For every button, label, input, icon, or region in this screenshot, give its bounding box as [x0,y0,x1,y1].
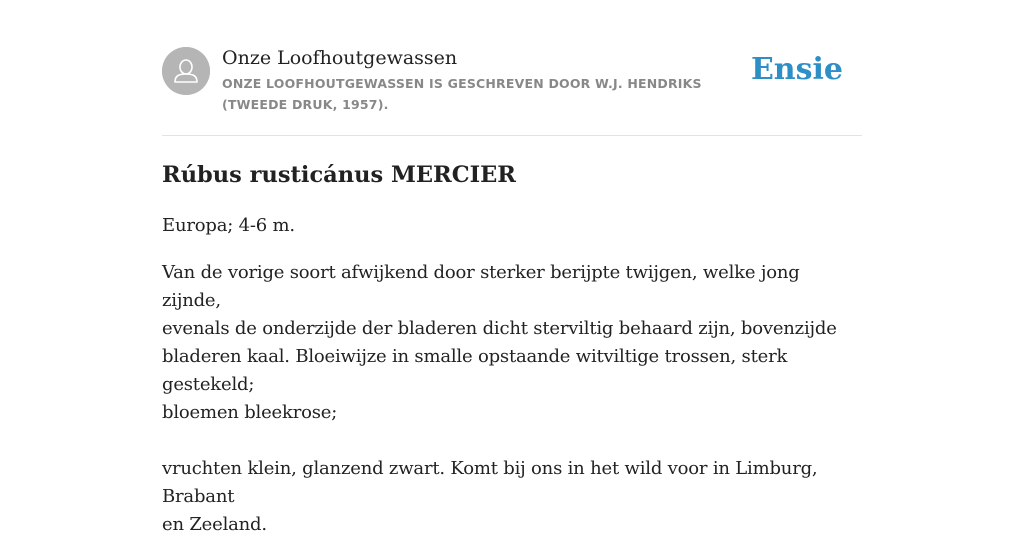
source-title[interactable]: Onze Loofhoutgewassen [222,47,458,69]
entry-body [162,212,862,539]
divider [162,135,862,136]
paragraph: Europa; 4-6 m. [162,215,295,236]
source-header [162,46,862,116]
paragraph: Van de vorige soort afwijkend door sterker berijpte twijgen, welke jong zijnde, evenals de onderzijde der bladeren dicht sterviltig behaard zijn, bovenzijde bladeren kaal. Bloeiwijze in smalle opstaande witviltige trossen, sterk gestekeld; bloemen bleekrose; vruchten klein, glanzend zwart. Komt bij ons in het wild voor in Limburg, Brabant en Zeeland. [162,262,837,535]
user-icon [162,47,210,95]
source-description: ONZE LOOFHOUTGEWASSEN IS GESCHREVEN DOOR W.J. HENDRIKS (TWEEDE DRUK, 1957). [222,76,702,112]
entry-title: Rúbus rusticánus MERCIER [162,162,517,188]
entry-card [162,0,862,535]
brand-logo-link[interactable]: Ensie [750,52,843,87]
